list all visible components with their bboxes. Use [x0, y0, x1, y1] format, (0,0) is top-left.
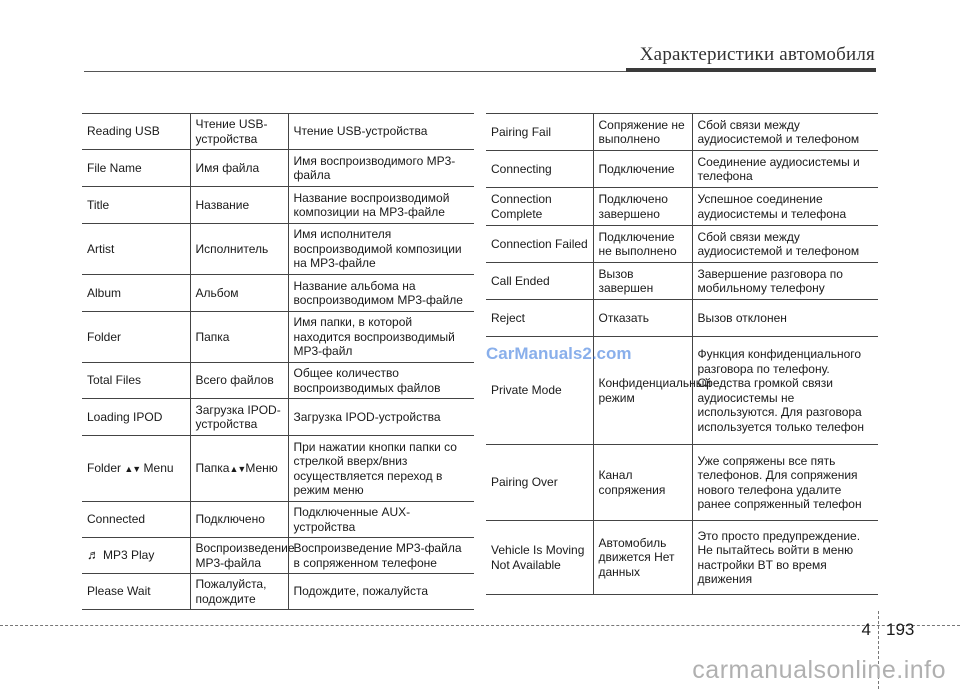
message-description: Имя папки, в которой находится воспроизводимый MP3-файл	[288, 312, 474, 363]
message-translation: Исполнитель	[190, 224, 288, 275]
display-message: Pairing Fail	[486, 114, 593, 151]
message-description: При нажатии кнопки папки со стрелкой вверх/вниз осуществляется переход в режим меню	[288, 436, 474, 502]
message-description: Соединение аудиосистемы и телефона	[692, 151, 878, 188]
message-translation: Чтение USB-устройства	[190, 114, 288, 150]
table-row	[82, 538, 474, 574]
message-description: Название альбома на воспроизводимом MP3-файле	[288, 275, 474, 312]
table-row	[82, 114, 474, 150]
table-row	[486, 263, 878, 300]
message-description: Подключенные AUX-устройства	[288, 502, 474, 538]
message-description: Подождите, пожалуйста	[288, 574, 474, 610]
message-text: Меню	[245, 460, 278, 475]
display-message: Call Ended	[486, 263, 593, 300]
message-description: Сбой связи между аудиосистемой и телефоном	[692, 226, 878, 263]
table-row	[486, 445, 878, 521]
display-message: Title	[82, 187, 190, 224]
table-row	[486, 188, 878, 226]
up-down-arrows-icon: ▲▼	[229, 463, 246, 474]
display-message: Folder	[82, 312, 190, 363]
table-row	[82, 502, 474, 538]
display-message: Total Files	[82, 363, 190, 399]
message-description: Имя исполнителя воспроизводимой композиции на MP3-файле	[288, 224, 474, 275]
message-description: Функция конфиденциального разговора по телефону. Средства громкой связи аудиосистемы не используются. Для разговора используется только телефон	[692, 337, 878, 445]
display-message	[82, 436, 190, 502]
message-translation: Воспроизведение MP3-файла	[190, 538, 288, 574]
left-spec-table	[82, 113, 474, 610]
up-down-arrows-icon: ▲▼	[124, 463, 141, 474]
message-translation: Вызов завершен	[593, 263, 692, 300]
message-translation: Название	[190, 187, 288, 224]
page-number: 193	[886, 620, 915, 639]
display-message: Album	[82, 275, 190, 312]
table-row	[486, 521, 878, 595]
message-translation: Канал сопряжения	[593, 445, 692, 521]
message-translation: Сопряжение не выполнено	[593, 114, 692, 151]
message-translation: Всего файлов	[190, 363, 288, 399]
message-description: Загрузка IPOD-устройства	[288, 399, 474, 436]
message-description: Общее количество воспроизводимых файлов	[288, 363, 474, 399]
message-description: Уже сопряжены все пять телефонов. Для сопряжения нового телефона удалите ранее сопряженный телефон	[692, 445, 878, 521]
message-description: Сбой связи между аудиосистемой и телефоном	[692, 114, 878, 151]
message-description: Имя воспроизводимого MP3-файла	[288, 150, 474, 187]
table-row	[82, 436, 474, 502]
message-translation	[190, 436, 288, 502]
music-note-icon: ♬	[87, 547, 100, 563]
message-description: Вызов отклонен	[692, 300, 878, 337]
display-message: Connection Failed	[486, 226, 593, 263]
footer-rule	[0, 625, 960, 626]
display-message: Connection Complete	[486, 188, 593, 226]
message-text: Menu	[143, 460, 174, 475]
display-message: Vehicle Is Moving Not Available	[486, 521, 593, 595]
display-message: Loading IPOD	[82, 399, 190, 436]
message-description: Название воспроизводимой композиции на MP3-файле	[288, 187, 474, 224]
message-description: Завершение разговора по мобильному телефону	[692, 263, 878, 300]
message-translation: Подключено	[190, 502, 288, 538]
message-text: MP3 Play	[103, 548, 155, 563]
table-row	[82, 399, 474, 436]
display-message: File Name	[82, 150, 190, 187]
display-message: Please Wait	[82, 574, 190, 610]
table-row	[486, 300, 878, 337]
table-row	[82, 574, 474, 610]
message-translation: Имя файла	[190, 150, 288, 187]
message-translation: Пожалуйста, подождите	[190, 574, 288, 610]
display-message: Connecting	[486, 151, 593, 188]
message-text: Папка	[195, 460, 230, 475]
message-translation: Загрузка IPOD-устройства	[190, 399, 288, 436]
message-translation: Автомобиль движется Нет данных	[593, 521, 692, 595]
table-row	[486, 114, 878, 151]
message-translation: Подключено завершено	[593, 188, 692, 226]
display-message: Private Mode	[486, 337, 593, 445]
message-description: Воспроизведение MP3-файла в сопряженном телефоне	[288, 538, 474, 574]
page-header-title: Характеристики автомобиля	[639, 44, 875, 65]
message-translation: Подключение не выполнено	[593, 226, 692, 263]
display-message: Reading USB	[82, 114, 190, 150]
display-message: Reject	[486, 300, 593, 337]
table-row	[82, 187, 474, 224]
table-row	[82, 363, 474, 399]
message-translation: Конфиденциальный режим	[593, 337, 692, 445]
display-message: Pairing Over	[486, 445, 593, 521]
message-description: Чтение USB-устройства	[288, 114, 474, 150]
message-translation: Альбом	[190, 275, 288, 312]
header-rule-accent	[626, 68, 876, 72]
message-translation: Папка	[190, 312, 288, 363]
message-description: Это просто предупреждение. Не пытайтесь войти в меню настройки BT во время движения	[692, 521, 878, 595]
watermark-top: CarManuals2.com	[486, 344, 632, 363]
table-row	[486, 226, 878, 263]
table-row	[82, 312, 474, 363]
display-message: Artist	[82, 224, 190, 275]
message-text: Folder	[87, 460, 122, 475]
display-message	[82, 538, 190, 574]
table-row	[82, 150, 474, 187]
chapter-number: 4	[861, 620, 871, 639]
display-message: Connected	[82, 502, 190, 538]
message-translation: Отказать	[593, 300, 692, 337]
message-translation: Подключение	[593, 151, 692, 188]
table-row	[82, 275, 474, 312]
table-row	[486, 151, 878, 188]
message-description: Успешное соединение аудиосистемы и телефона	[692, 188, 878, 226]
watermark-bottom: carmanualsonline.info	[692, 656, 946, 684]
table-row	[82, 224, 474, 275]
